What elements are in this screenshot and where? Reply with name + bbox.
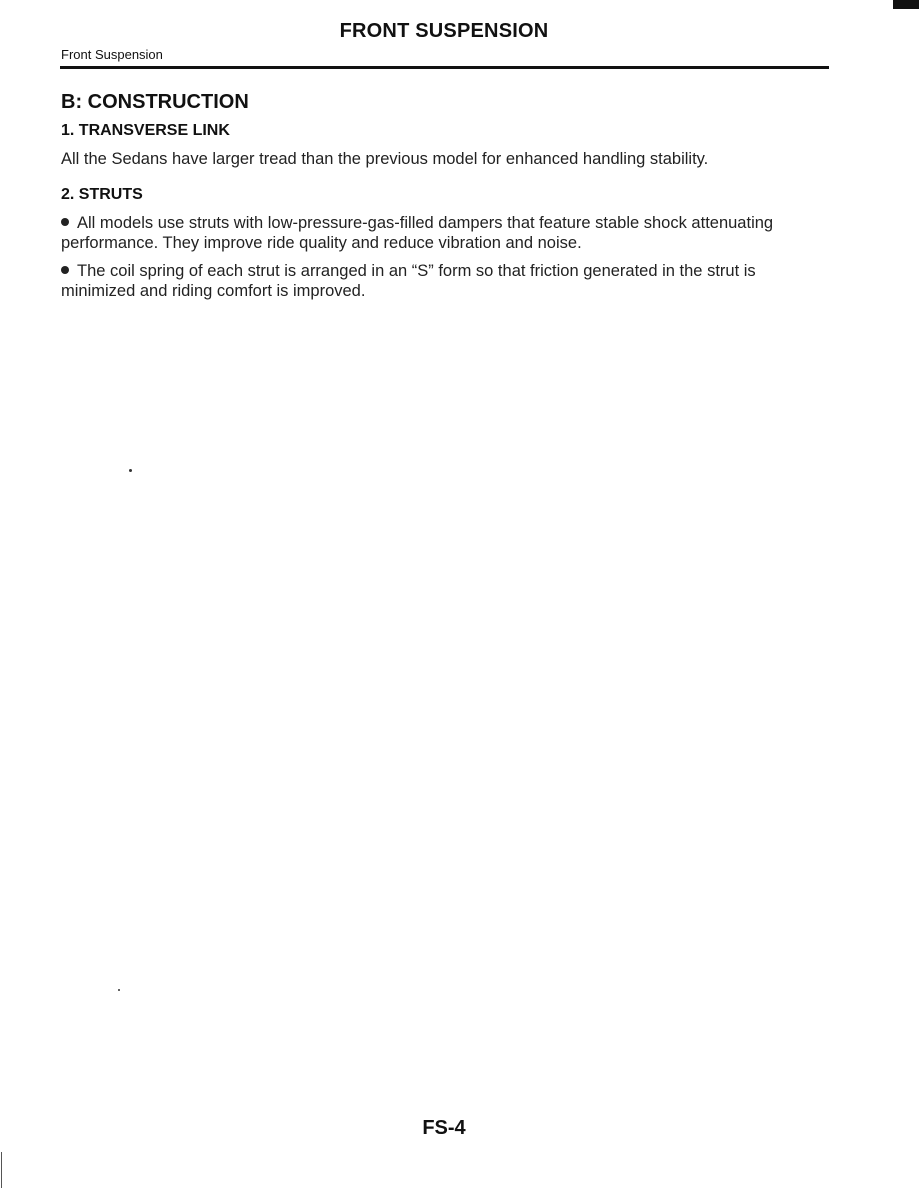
page-number: FS-4 (422, 1117, 466, 1139)
bullet-text: The coil spring of each strut is arranged in an “S” form so that friction generated in the strut is minimized and riding comfort is improved. (61, 262, 756, 300)
subsection-title-transverse-link: 1. TRANSVERSE LINK (61, 122, 230, 139)
subsection-title-struts: 2. STRUTS (61, 186, 143, 203)
page-header-title: FRONT SUSPENSION (339, 20, 549, 42)
bullet-item-dampers (61, 213, 829, 253)
section-title: B: CONSTRUCTION (61, 91, 249, 113)
paragraph-transverse-link: All the Sedans have larger tread than the previous model for enhanced handling stability. (61, 150, 709, 168)
scan-speck (118, 989, 120, 991)
bullet-icon (61, 218, 69, 226)
header-divider (60, 66, 829, 69)
bullet-item-coil-spring (61, 261, 829, 301)
scan-speck (129, 469, 132, 472)
bullet-text: All models use struts with low-pressure-gas-filled dampers that feature stable shock attenuating performance. They improve ride quality and reduce vibration and noise. (61, 214, 774, 252)
corner-tab-mark (893, 0, 919, 9)
bullet-icon (61, 266, 69, 274)
page-header-subtitle: Front Suspension (61, 47, 163, 62)
scan-edge-mark (1, 1152, 2, 1188)
